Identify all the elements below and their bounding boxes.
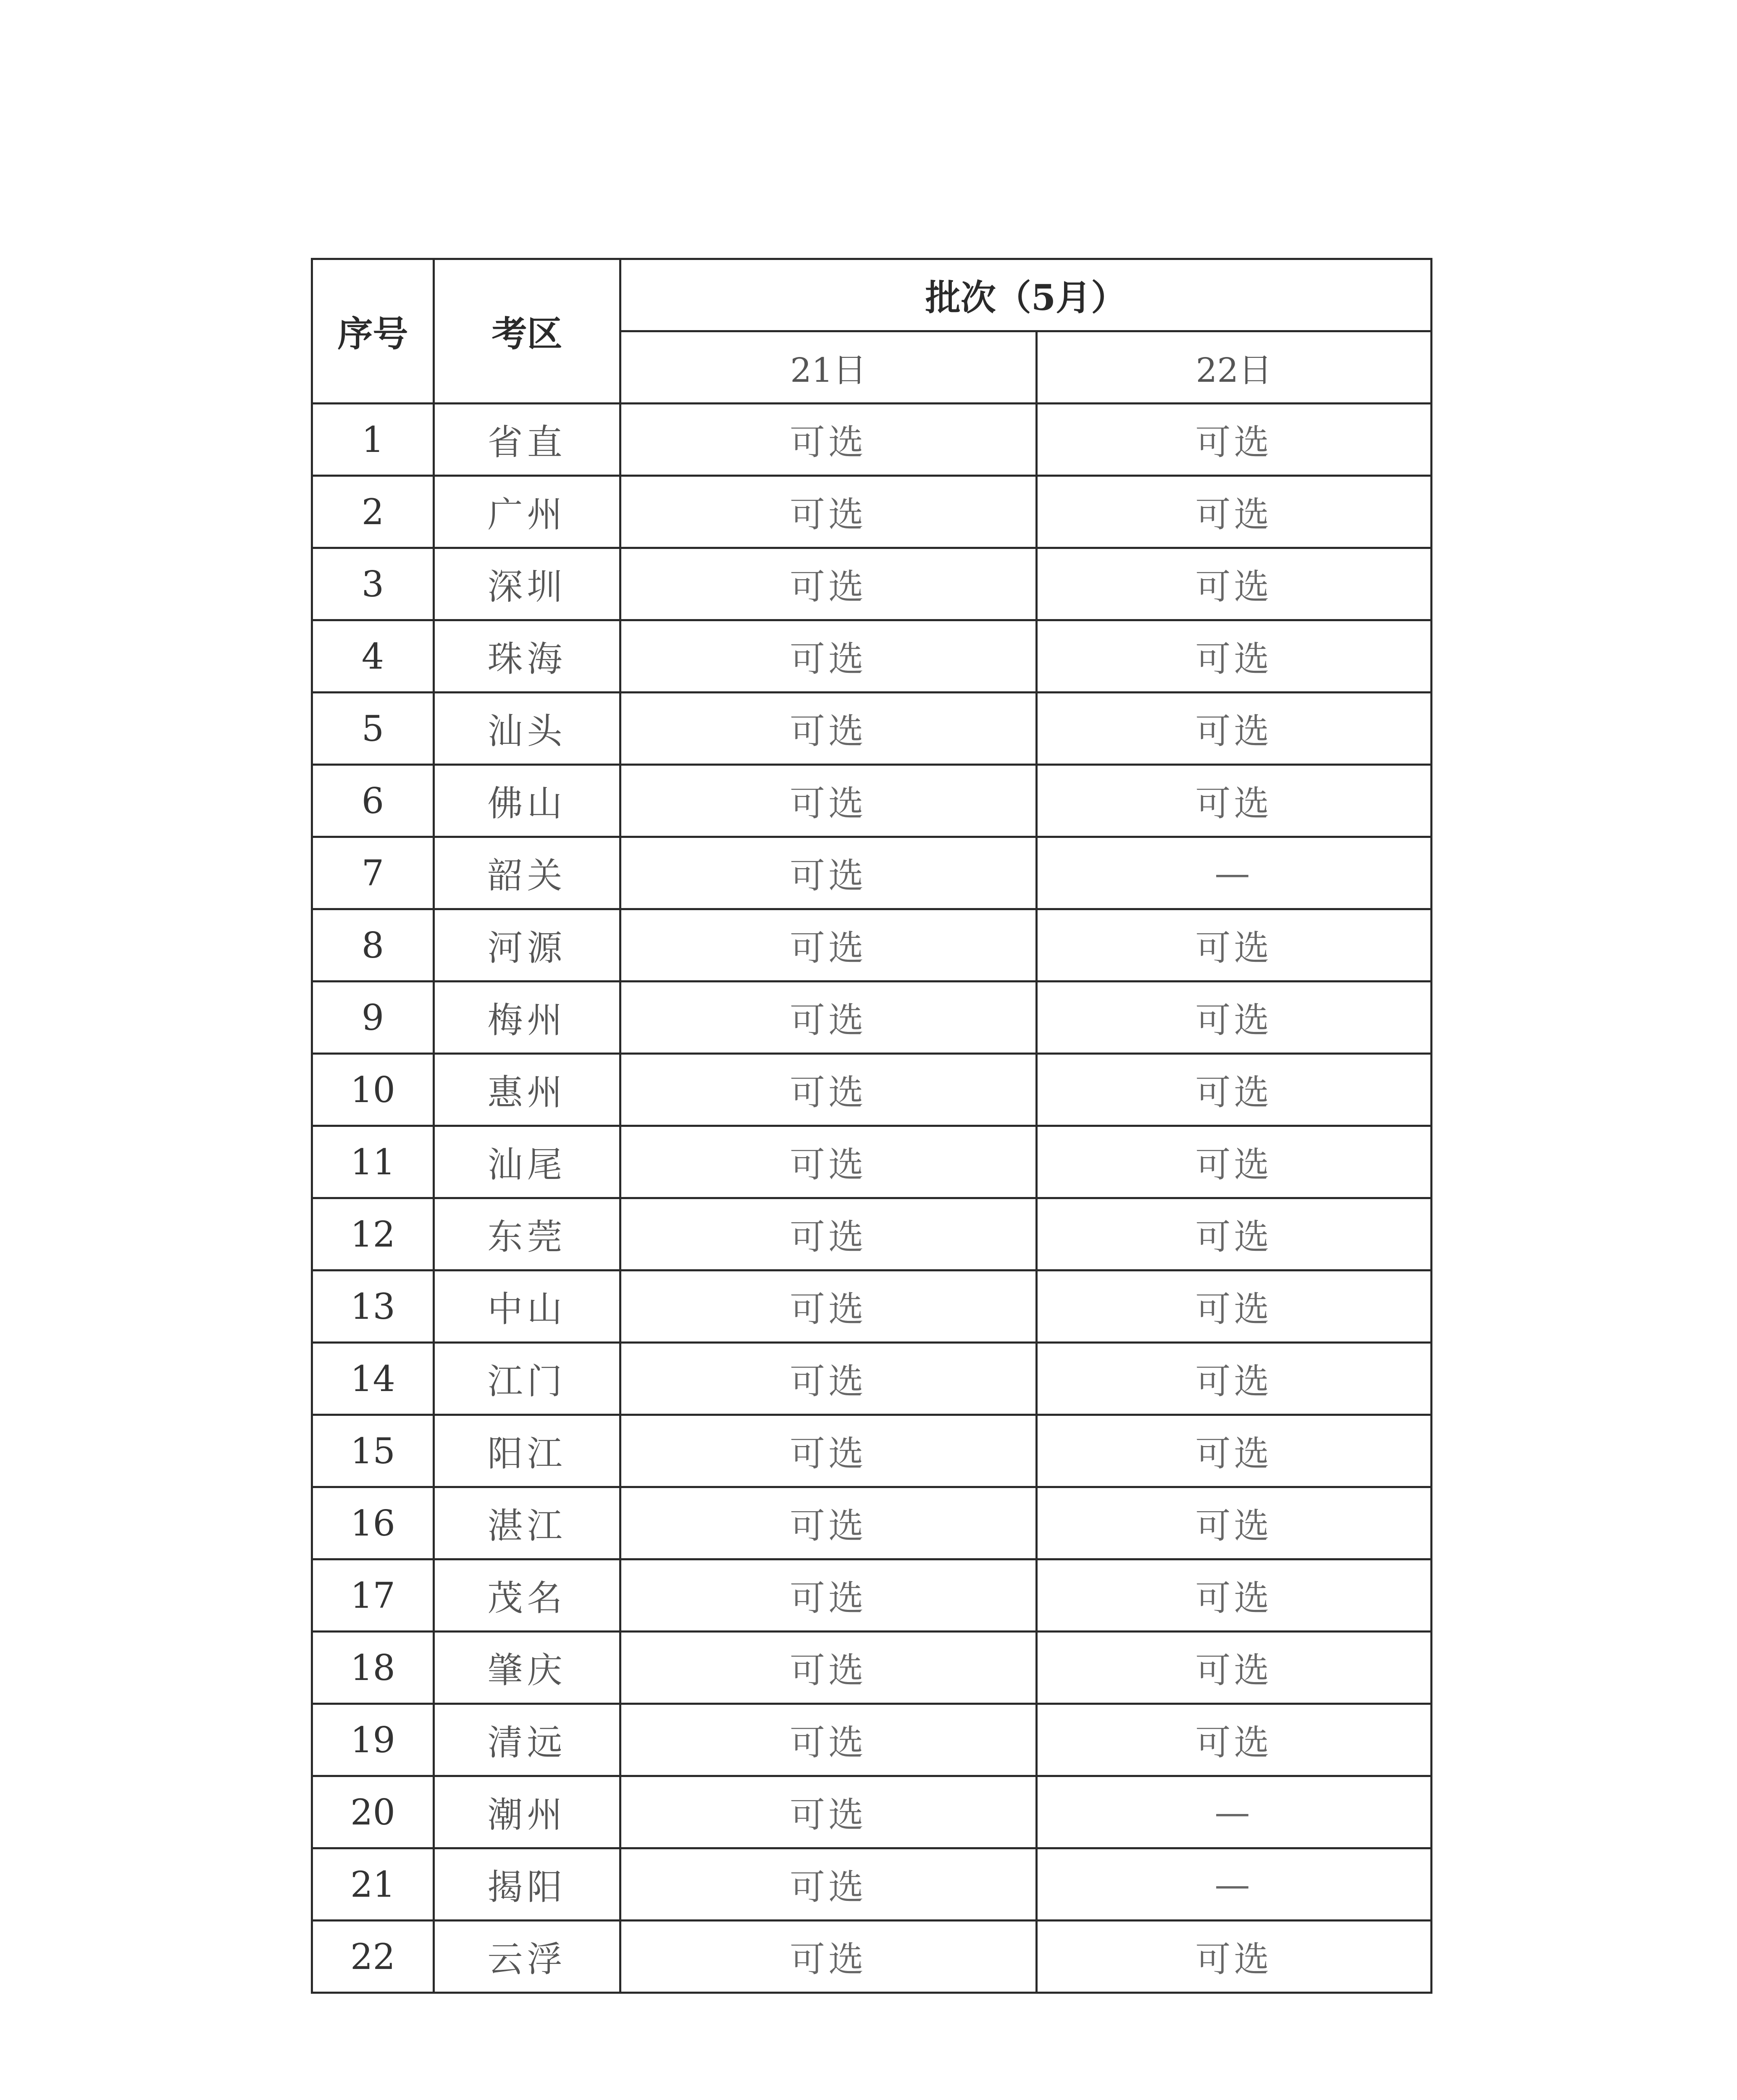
day1-cell: 可选: [620, 765, 1037, 837]
area-cell: 清远: [434, 1704, 620, 1776]
header-row-main: [312, 259, 1432, 331]
serial-cell: 8: [312, 909, 434, 982]
serial-header: 序号: [312, 259, 434, 404]
area-cell: 梅州: [434, 982, 620, 1054]
area-cell: 茂名: [434, 1559, 620, 1632]
serial-cell: 11: [312, 1126, 434, 1198]
area-cell: 深圳: [434, 548, 620, 620]
day1-cell: 可选: [620, 1126, 1037, 1198]
day2-cell: 可选: [1037, 1559, 1432, 1632]
day1-header: 21日: [620, 331, 1037, 404]
serial-cell: 15: [312, 1415, 434, 1487]
area-cell: 佛山: [434, 765, 620, 837]
day1-cell: 可选: [620, 1198, 1037, 1270]
day2-cell: 可选: [1037, 404, 1432, 476]
day2-cell: 可选: [1037, 1487, 1432, 1559]
day1-cell: 可选: [620, 1776, 1037, 1848]
table-row: [312, 1704, 1432, 1776]
day2-cell: 可选: [1037, 1415, 1432, 1487]
exam-schedule-table: [311, 258, 1432, 1994]
table-row: [312, 1270, 1432, 1343]
serial-cell: 16: [312, 1487, 434, 1559]
area-cell: 潮州: [434, 1776, 620, 1848]
table-row: [312, 982, 1432, 1054]
day1-cell: 可选: [620, 909, 1037, 982]
table-row: [312, 1054, 1432, 1126]
table-row: [312, 476, 1432, 548]
table-header: [312, 259, 1432, 404]
table-row: [312, 1848, 1432, 1921]
day2-cell: 可选: [1037, 548, 1432, 620]
area-cell: 江门: [434, 1343, 620, 1415]
area-cell: 云浮: [434, 1921, 620, 1993]
serial-cell: 12: [312, 1198, 434, 1270]
area-cell: 汕尾: [434, 1126, 620, 1198]
day1-cell: 可选: [620, 1704, 1037, 1776]
day2-cell: —: [1037, 1848, 1432, 1921]
day2-cell: 可选: [1037, 909, 1432, 982]
day2-header: 22日: [1037, 331, 1432, 404]
serial-cell: 9: [312, 982, 434, 1054]
day1-cell: 可选: [620, 1487, 1037, 1559]
day1-cell: 可选: [620, 476, 1037, 548]
serial-cell: 13: [312, 1270, 434, 1343]
serial-cell: 17: [312, 1559, 434, 1632]
serial-cell: 18: [312, 1632, 434, 1704]
serial-cell: 6: [312, 765, 434, 837]
day2-cell: 可选: [1037, 1343, 1432, 1415]
area-cell: 韶关: [434, 837, 620, 909]
day1-cell: 可选: [620, 1343, 1037, 1415]
table-row: [312, 1198, 1432, 1270]
table-row: [312, 909, 1432, 982]
day1-cell: 可选: [620, 1415, 1037, 1487]
day1-cell: 可选: [620, 1270, 1037, 1343]
day2-cell: 可选: [1037, 765, 1432, 837]
day1-cell: 可选: [620, 982, 1037, 1054]
serial-cell: 10: [312, 1054, 434, 1126]
day1-cell: 可选: [620, 1054, 1037, 1126]
area-cell: 珠海: [434, 620, 620, 693]
serial-cell: 7: [312, 837, 434, 909]
day1-cell: 可选: [620, 693, 1037, 765]
day2-cell: 可选: [1037, 1704, 1432, 1776]
day2-cell: 可选: [1037, 620, 1432, 693]
area-cell: 汕头: [434, 693, 620, 765]
area-cell: 东莞: [434, 1198, 620, 1270]
area-cell: 河源: [434, 909, 620, 982]
serial-cell: 21: [312, 1848, 434, 1921]
table-row: [312, 765, 1432, 837]
area-cell: 广州: [434, 476, 620, 548]
day2-cell: —: [1037, 1776, 1432, 1848]
batch-header: 批次（5月）: [620, 259, 1432, 331]
day1-cell: 可选: [620, 1848, 1037, 1921]
serial-cell: 14: [312, 1343, 434, 1415]
area-header: 考区: [434, 259, 620, 404]
day2-cell: 可选: [1037, 1632, 1432, 1704]
serial-cell: 4: [312, 620, 434, 693]
area-cell: 中山: [434, 1270, 620, 1343]
table-row: [312, 1776, 1432, 1848]
day2-cell: 可选: [1037, 982, 1432, 1054]
serial-cell: 22: [312, 1921, 434, 1993]
table-row: [312, 1343, 1432, 1415]
area-cell: 肇庆: [434, 1632, 620, 1704]
day2-cell: 可选: [1037, 1270, 1432, 1343]
table-row: [312, 837, 1432, 909]
table-row: [312, 1126, 1432, 1198]
area-cell: 揭阳: [434, 1848, 620, 1921]
day2-cell: 可选: [1037, 1126, 1432, 1198]
table-row: [312, 548, 1432, 620]
day2-cell: 可选: [1037, 476, 1432, 548]
serial-cell: 2: [312, 476, 434, 548]
table-row: [312, 1487, 1432, 1559]
table-row: [312, 620, 1432, 693]
table-row: [312, 693, 1432, 765]
serial-cell: 20: [312, 1776, 434, 1848]
table-row: [312, 1415, 1432, 1487]
day2-cell: —: [1037, 837, 1432, 909]
day1-cell: 可选: [620, 1921, 1037, 1993]
area-cell: 惠州: [434, 1054, 620, 1126]
day1-cell: 可选: [620, 1632, 1037, 1704]
area-cell: 湛江: [434, 1487, 620, 1559]
day1-cell: 可选: [620, 1559, 1037, 1632]
serial-cell: 19: [312, 1704, 434, 1776]
day2-cell: 可选: [1037, 1054, 1432, 1126]
table-row: [312, 1559, 1432, 1632]
day1-cell: 可选: [620, 837, 1037, 909]
table-body: [312, 404, 1432, 1993]
day2-cell: 可选: [1037, 693, 1432, 765]
table-row: [312, 404, 1432, 476]
serial-cell: 3: [312, 548, 434, 620]
table-row: [312, 1921, 1432, 1993]
day1-cell: 可选: [620, 404, 1037, 476]
area-cell: 省直: [434, 404, 620, 476]
day2-cell: 可选: [1037, 1198, 1432, 1270]
serial-cell: 1: [312, 404, 434, 476]
day1-cell: 可选: [620, 620, 1037, 693]
table-row: [312, 1632, 1432, 1704]
day1-cell: 可选: [620, 548, 1037, 620]
area-cell: 阳江: [434, 1415, 620, 1487]
day2-cell: 可选: [1037, 1921, 1432, 1993]
serial-cell: 5: [312, 693, 434, 765]
